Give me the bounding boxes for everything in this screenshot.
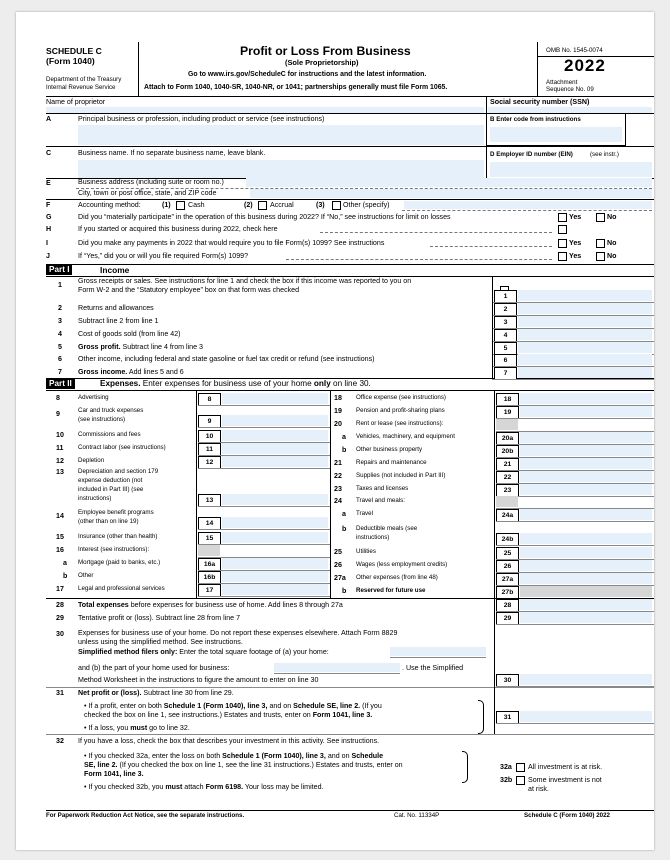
attach-line: Attach to Form 1040, 1040-SR, 1040-NR, or 1041; partnerships generally must file Form 1065. [144, 84, 448, 91]
principal-business-label: Principal business or profession, including product or service (see instructions) [78, 115, 325, 123]
expense-22-amount[interactable] [520, 471, 652, 482]
line-letter-j: J [46, 252, 50, 260]
expense-20b-amount[interactable] [520, 445, 652, 456]
expense-line-27a-number: 27a [334, 574, 346, 582]
expense-line-10-number: 10 [56, 431, 64, 439]
method-3-num: (3) [316, 201, 325, 209]
schedule-label: SCHEDULE C [46, 46, 102, 56]
expense-box-b-label: 20b [496, 445, 519, 458]
line-32-instr-a-part-1: Schedule 1 (Form 1040), line 3, [222, 752, 326, 760]
expense-line-t26-text: Wages (less employment credits) [356, 561, 448, 568]
method-2-num: (2) [244, 201, 253, 209]
expense-19-amount[interactable] [520, 406, 652, 417]
expense-box-11-label: 11 [198, 443, 221, 456]
line-31-rest: Subtract line 30 from line 29. [141, 689, 234, 697]
expense-box-13-label: 13 [198, 494, 221, 507]
expense-box-22-label: 22 [496, 471, 519, 484]
line-1-text-b: Form W-2 and the “Statutory employee” box on that form was checked [78, 286, 300, 294]
ein-label: D Employer ID number (EIN) [490, 151, 573, 158]
line-32-instr-a [84, 752, 383, 761]
home-total-sqft-field[interactable] [390, 647, 486, 656]
started-business-question: If you started or acquired this business during 2022, check here [78, 225, 278, 233]
line-28-amount[interactable] [520, 599, 652, 610]
expense-line-a-number: a [63, 559, 67, 567]
expense-line-t9b-text: (see instructions) [78, 416, 126, 423]
expense-line-9-number: 9 [56, 410, 60, 418]
line-32b-number: 32b [500, 776, 513, 784]
expense-24-shaded [496, 496, 518, 507]
expense-line-t15-text: Insurance (other than health) [78, 533, 158, 540]
expense-box-18-label: 18 [496, 393, 519, 406]
footer-paperwork-notice: For Paperwork Reduction Act Notice, see the separate instructions. [46, 812, 245, 819]
line-31-box-label: 31 [496, 711, 519, 724]
line-32b-checkbox[interactable] [516, 776, 525, 785]
line-32-instr-a-part-3: Schedule [351, 752, 384, 760]
i-no-checkbox[interactable] [596, 239, 605, 248]
line-32b-text-b: at risk. [528, 785, 549, 793]
line-30-text-d: and (b) the part of your home used for business: [78, 664, 230, 672]
line-letter-h: H [46, 225, 52, 233]
expense-line-t27b-text: Reserved for future use [356, 587, 426, 594]
expense-box-a-label: 20a [496, 432, 519, 445]
other-method-field[interactable] [404, 201, 652, 209]
expense-line-8-number: 8 [56, 394, 60, 402]
expense-9-amount[interactable] [222, 415, 328, 426]
line-30-amount[interactable] [520, 674, 652, 685]
cash-label: Cash [188, 201, 205, 209]
expense-box-19-label: 19 [496, 406, 519, 419]
accrual-label: Accrual [270, 201, 294, 209]
expense-line-t14b-text: (other than on line 19) [78, 518, 139, 525]
line-32-instr-c-part-0: Form 1041, line 3. [84, 770, 144, 778]
i-no-label: No [607, 239, 617, 247]
other-method-checkbox[interactable] [332, 201, 341, 210]
expense-line-b-number: b [342, 446, 347, 454]
other-method-label: Other (specify) [343, 201, 390, 209]
line-28-text [78, 601, 343, 610]
business-code-field[interactable] [490, 127, 622, 142]
line-29-number: 29 [56, 614, 64, 622]
footer-cat-no: Cat. No. 11334P [394, 812, 440, 819]
line-29-box-label: 29 [496, 612, 519, 625]
j-no-checkbox[interactable] [596, 252, 605, 261]
line-1-amount[interactable] [518, 290, 652, 301]
part-2-title-end: on line 30. [330, 379, 371, 388]
expense-line-23-number: 23 [334, 485, 342, 493]
omb-number: OMB No. 1545-0074 [546, 47, 603, 54]
expense-line-t20b-text: Other business property [356, 446, 423, 453]
line-30-simplified-bold: Simplified method filers only: [78, 648, 178, 656]
expense-14-amount[interactable] [222, 517, 328, 528]
expense-box-27a-label: 27a [496, 573, 519, 586]
expense-23-amount[interactable] [520, 484, 652, 495]
expense-box-8-label: 8 [198, 393, 221, 406]
part-2-only: only [313, 379, 331, 388]
line-31-profit-instr-part-1: Schedule 1 (Form 1040), line 3, [163, 702, 268, 710]
business-name-field[interactable] [78, 160, 484, 178]
line-2-number: 2 [58, 304, 62, 312]
expense-line-16-number: 16 [56, 546, 64, 554]
line-1-number: 1 [58, 281, 62, 289]
expense-16b-amount[interactable] [222, 571, 328, 582]
form-label: (Form 1040) [46, 56, 95, 66]
line-6-text: Other income, including federal and state gasoline or fuel tax credit or refund (see instructions) [78, 355, 375, 363]
expense-line-t13d-text: instructions) [78, 495, 112, 502]
line-6-number: 6 [58, 355, 62, 363]
line-31-loss-instr [84, 724, 190, 733]
expense-16-shaded [198, 545, 220, 556]
goto-line: Go to www.irs.gov/ScheduleC for instructions and the latest information. [188, 71, 427, 78]
expense-line-t14a-text: Employee benefit programs [78, 509, 154, 516]
part-2-label: Part II [46, 379, 75, 389]
line-3-amount[interactable] [518, 316, 652, 327]
expense-line-t11-text: Contract labor (see instructions) [78, 444, 166, 451]
expense-line-t24b2-text: instructions) [356, 534, 390, 541]
expense-line-t20-text: Rent or lease (see instructions): [356, 420, 444, 427]
expense-box-26-label: 26 [496, 560, 519, 573]
line-29-text: Tentative profit or (loss). Subtract line 28 from line 7 [78, 614, 241, 622]
line-5-amount[interactable] [518, 342, 652, 353]
h-checkbox[interactable] [558, 225, 567, 234]
line-32b-text-a: Some investment is not [528, 776, 602, 784]
part-2-title-rest: Enter expenses for business use of your home [140, 379, 314, 388]
expense-line-11-number: 11 [56, 444, 64, 452]
expense-line-t22-text: Supplies (not included in Part III) [356, 472, 446, 479]
irs-label: Internal Revenue Service [46, 84, 116, 91]
line-4-box-label: 4 [494, 329, 517, 342]
line-3-text: Subtract line 2 from line 1 [78, 317, 159, 325]
expense-line-19-number: 19 [334, 407, 342, 415]
footer-form-id: Schedule C (Form 1040) 2022 [524, 812, 610, 819]
ssn-label: Social security number (SSN) [490, 98, 590, 106]
expense-line-24-number: 24 [334, 497, 342, 505]
line-28-bold: Total expenses [78, 601, 129, 609]
line-30-text-e: . Use the Simplified [402, 664, 464, 672]
expense-20a-amount[interactable] [520, 432, 652, 443]
line-31-profit-instr-part-3: Schedule SE, line 2. [293, 702, 361, 710]
expense-26-amount[interactable] [520, 560, 652, 571]
expense-box-15-label: 15 [198, 532, 221, 545]
line-32-instr-a-part-0: • If you checked 32a, enter the loss on both [84, 752, 223, 760]
attachment-label: Attachment [546, 79, 578, 86]
line-5-rest: Subtract line 4 from line 3 [120, 343, 203, 351]
expense-line-t24-text: Travel and meals: [356, 497, 405, 504]
expense-11-amount[interactable] [222, 443, 328, 454]
form-subtitle: (Sole Proprietorship) [285, 58, 359, 67]
j-no-label: No [607, 252, 617, 260]
j-yes-label: Yes [569, 252, 582, 260]
business-address-label: Business address (including suite or room no.) [78, 178, 224, 186]
line-7-bold: Gross income. [78, 368, 128, 376]
expense-8-amount[interactable] [222, 393, 328, 404]
g-yes-checkbox[interactable] [558, 213, 567, 222]
expense-line-26-number: 26 [334, 561, 342, 569]
accrual-checkbox[interactable] [258, 201, 267, 210]
line-31-loss-instr-part-2: go to line 32. [147, 724, 190, 732]
line-2-box-label: 2 [494, 303, 517, 316]
expense-box-a-label: 16a [198, 558, 221, 571]
line-32-instr-c [84, 770, 144, 779]
business-address-field[interactable] [246, 178, 652, 187]
expense-box-25-label: 25 [496, 547, 519, 560]
part-1-title: Income [100, 265, 130, 275]
expense-line-a-number: a [342, 510, 346, 518]
expense-box-a-label: 24a [496, 509, 519, 522]
schedule-c-form-page [16, 12, 654, 850]
expense-25-amount[interactable] [520, 547, 652, 558]
form-title: Profit or Loss From Business [240, 44, 411, 58]
line-1-text-a: Gross receipts or sales. See instructions for line 1 and check the box if this income was reported to you on [78, 277, 412, 285]
line-28-box-label: 28 [496, 599, 519, 612]
line-31-text [78, 689, 234, 698]
expense-line-t24b1-text: Deductible meals (see [356, 525, 418, 532]
line-31-number: 31 [56, 689, 64, 697]
expense-line-a-number: a [342, 433, 346, 441]
part-2-title [100, 379, 371, 389]
expense-box-14-label: 14 [198, 517, 221, 530]
line-1-box-label: 1 [494, 290, 517, 303]
cash-checkbox[interactable] [176, 201, 185, 210]
expense-line-t17-text: Legal and professional services [78, 585, 165, 592]
expense-line-b-number: b [342, 525, 347, 533]
line-30-number: 30 [56, 630, 64, 638]
line-31-bold: Net profit or (loss). [78, 689, 142, 697]
line-32-instr-b [84, 761, 403, 770]
line-28-number: 28 [56, 601, 64, 609]
expense-line-22-number: 22 [334, 472, 342, 480]
line-31-brace [478, 700, 484, 734]
line-6-box-label: 6 [494, 354, 517, 367]
line-32a-checkbox[interactable] [516, 763, 525, 772]
expense-12-amount[interactable] [222, 456, 328, 467]
expense-line-t16-text: Interest (see instructions): [78, 546, 150, 553]
expense-line-t18-text: Office expense (see instructions) [356, 394, 446, 401]
expense-line-b-number: b [63, 572, 68, 580]
line-31-profit-instr-b-part-0: checked the box on line 1, see instructions.) Estates and trusts, enter on [84, 711, 313, 719]
line-31-loss-instr-part-1: must [130, 724, 148, 732]
line-letter-f: F [46, 201, 51, 209]
expense-27b-amount [520, 586, 652, 597]
line-32-instr-d-part-0: • If you checked 32b, you [84, 783, 166, 791]
expense-24b-amount[interactable] [520, 533, 652, 544]
proprietor-name-label: Name of proprietor [46, 98, 106, 106]
ein-see-instr: (see instr.) [590, 151, 619, 158]
expense-15-amount[interactable] [222, 532, 328, 543]
home-business-sqft-field[interactable] [274, 663, 400, 672]
line-32-instr-b-part-0: SE, line 2. [84, 761, 118, 769]
sequence-number: Sequence No. 09 [546, 86, 594, 93]
i-yes-label: Yes [569, 239, 582, 247]
line-7-number: 7 [58, 368, 62, 376]
tax-year: 2022 [564, 56, 606, 75]
expense-box-b-label: 16b [198, 571, 221, 584]
line-32-instr-a-part-2: and on [325, 752, 352, 760]
expense-line-t27a-text: Other expenses (from line 48) [356, 574, 438, 581]
line-7-rest: Add lines 5 and 6 [127, 368, 184, 376]
expense-box-17-label: 17 [198, 584, 221, 597]
expense-line-13-number: 13 [56, 468, 64, 476]
expense-line-t13c-text: included in Part III) (see [78, 486, 144, 493]
line-letter-e: E [46, 179, 51, 187]
line-7-text [78, 368, 184, 377]
line-32-instr-d [84, 783, 324, 792]
expense-line-t8-text: Advertising [78, 394, 109, 401]
line-30-simplified [78, 648, 329, 657]
line-31-profit-instr-part-2: and on [267, 702, 294, 710]
expense-line-t13a-text: Depreciation and section 179 [78, 468, 159, 475]
line-31-profit-instr-part-4: (If you [360, 702, 382, 710]
expense-line-t24a-text: Travel [356, 510, 373, 517]
line-32-instr-d-part-1: must [165, 783, 183, 791]
line-30-text-a: Expenses for business use of your home. Do not report these expenses elsewhere. Attach Form 8829 [78, 629, 398, 637]
line-30-box-label: 30 [496, 674, 519, 687]
line-32a-text: All investment is at risk. [528, 763, 603, 771]
line-4-amount[interactable] [518, 329, 652, 340]
line-2-amount[interactable] [518, 303, 652, 314]
line-2-text: Returns and allowances [78, 304, 154, 312]
method-1-num: (1) [162, 201, 171, 209]
expense-line-18-number: 18 [334, 394, 342, 402]
line-32-instr-d-part-2: attach [182, 783, 206, 791]
expense-line-15-number: 15 [56, 533, 64, 541]
line-6-amount[interactable] [518, 354, 652, 365]
line-3-number: 3 [58, 317, 62, 325]
expense-line-t20a-text: Vehicles, machinery, and equipment [356, 433, 455, 440]
line-5-text [78, 343, 203, 352]
g-no-label: No [607, 213, 617, 221]
expense-17-amount[interactable] [222, 584, 328, 595]
line-letter-a: A [46, 115, 52, 123]
expense-line-t21-text: Repairs and maintenance [356, 459, 427, 466]
expense-line-20-number: 20 [334, 420, 342, 428]
expense-box-23-label: 23 [496, 484, 519, 497]
part-2-title-bold: Expenses. [100, 379, 141, 388]
line-7-amount[interactable] [518, 367, 652, 378]
line-32-instr-d-part-3: Form 6198. [205, 783, 244, 791]
expense-box-b-label: 24b [496, 533, 519, 546]
line-30-text-b: unless using the simplified method. See instructions. [78, 638, 243, 646]
expense-line-t9a-text: Car and truck expenses [78, 407, 144, 414]
expense-line-t16a-text: Mortgage (paid to banks, etc.) [78, 559, 161, 566]
expense-line-t13b-text: expense deduction (not [78, 477, 143, 484]
expense-line-t25-text: Utilities [356, 548, 376, 555]
line-letter-i: I [46, 239, 48, 247]
line-5-number: 5 [58, 343, 62, 351]
expense-16a-amount[interactable] [222, 558, 328, 569]
city-state-zip-field[interactable] [250, 189, 652, 198]
ein-field[interactable] [490, 162, 652, 177]
line-32-instr-b-part-1: (If you checked the box on line 1, see the line 31 instructions.) Estates and trusts, enter on [117, 761, 403, 769]
business-name-label: Business name. If no separate business name, leave blank. [78, 149, 266, 157]
expense-18-amount[interactable] [520, 393, 652, 404]
line-31-loss-instr-part-0: • If a loss, you [84, 724, 131, 732]
expense-box-21-label: 21 [496, 458, 519, 471]
j-yes-checkbox[interactable] [558, 252, 567, 261]
expense-box-10-label: 10 [198, 430, 221, 443]
line-4-text: Cost of goods sold (from line 42) [78, 330, 181, 338]
expense-box-12-label: 12 [198, 456, 221, 469]
accounting-method-label: Accounting method: [78, 201, 141, 209]
expense-21-amount[interactable] [520, 458, 652, 469]
line-32a-number: 32a [500, 763, 512, 771]
line-29-amount[interactable] [520, 612, 652, 623]
expense-line-12-number: 12 [56, 457, 64, 465]
line-4-number: 4 [58, 330, 62, 338]
line-32-instr-d-part-4: Your loss may be limited. [243, 783, 324, 791]
principal-business-field[interactable] [78, 125, 484, 145]
line-31-profit-instr-b [84, 711, 372, 720]
expense-box-9-label: 9 [198, 415, 221, 428]
expense-line-b-number: b [342, 587, 347, 595]
line-3-box-label: 3 [494, 316, 517, 329]
line-5-bold: Gross profit. [78, 343, 121, 351]
dept-label: Department of the Treasury [46, 76, 122, 83]
expense-line-14-number: 14 [56, 512, 64, 520]
line-32-number: 32 [56, 737, 64, 745]
expense-line-25-number: 25 [334, 548, 342, 556]
line-30-text-f: Method Worksheet in the instructions to figure the amount to enter on line 30 [78, 676, 319, 684]
line-7-box-label: 7 [494, 367, 517, 380]
line-letter-g: G [46, 213, 52, 221]
city-state-zip-label: City, town or post office, state, and ZIP code [78, 189, 217, 197]
line-31-profit-instr-b-part-1: Form 1041, line 3. [312, 711, 373, 719]
line-32-brace [462, 751, 468, 783]
material-participation-question: Did you “materially participate” in the operation of this business during 2022? If “No,” see instructions for limit on losses [78, 213, 451, 221]
expense-line-21-number: 21 [334, 459, 342, 467]
payments-1099-question: Did you make any payments in 2022 that would require you to file Form(s) 1099? See instructions [78, 239, 385, 247]
g-no-checkbox[interactable] [596, 213, 605, 222]
expense-line-t16b-text: Other [78, 572, 94, 579]
line-32-text: If you have a loss, check the box that describes your investment in this activity. See instructions. [78, 737, 380, 745]
line-31-amount[interactable] [520, 711, 652, 722]
expense-line-t10-text: Commissions and fees [78, 431, 141, 438]
file-1099-question: If “Yes,” did you or will you file required Form(s) 1099? [78, 252, 249, 260]
line-28-rest: before expenses for business use of home. Add lines 8 through 27a [128, 601, 343, 609]
expense-line-17-number: 17 [56, 585, 64, 593]
expense-line-t12-text: Depletion [78, 457, 105, 464]
expense-24a-amount[interactable] [520, 509, 652, 520]
expense-13-amount[interactable] [222, 494, 328, 505]
expense-20-shaded [496, 419, 518, 430]
expense-box-b-label: 27b [496, 586, 519, 599]
expense-27a-amount[interactable] [520, 573, 652, 584]
expense-10-amount[interactable] [222, 430, 328, 441]
line-31-profit-instr-part-0: • If a profit, enter on both [84, 702, 164, 710]
business-code-label: B Enter code from instructions [490, 116, 581, 123]
line-31-profit-instr [84, 702, 382, 711]
line-5-box-label: 5 [494, 342, 517, 355]
g-yes-label: Yes [569, 213, 582, 221]
i-yes-checkbox[interactable] [558, 239, 567, 248]
line-letter-c: C [46, 149, 52, 157]
part-1-label: Part I [46, 265, 72, 275]
expense-line-t23-text: Taxes and licenses [356, 485, 409, 492]
line-30-simplified-rest: Enter the total square footage of (a) your home: [177, 648, 329, 656]
expense-line-t19-text: Pension and profit-sharing plans [356, 407, 445, 414]
